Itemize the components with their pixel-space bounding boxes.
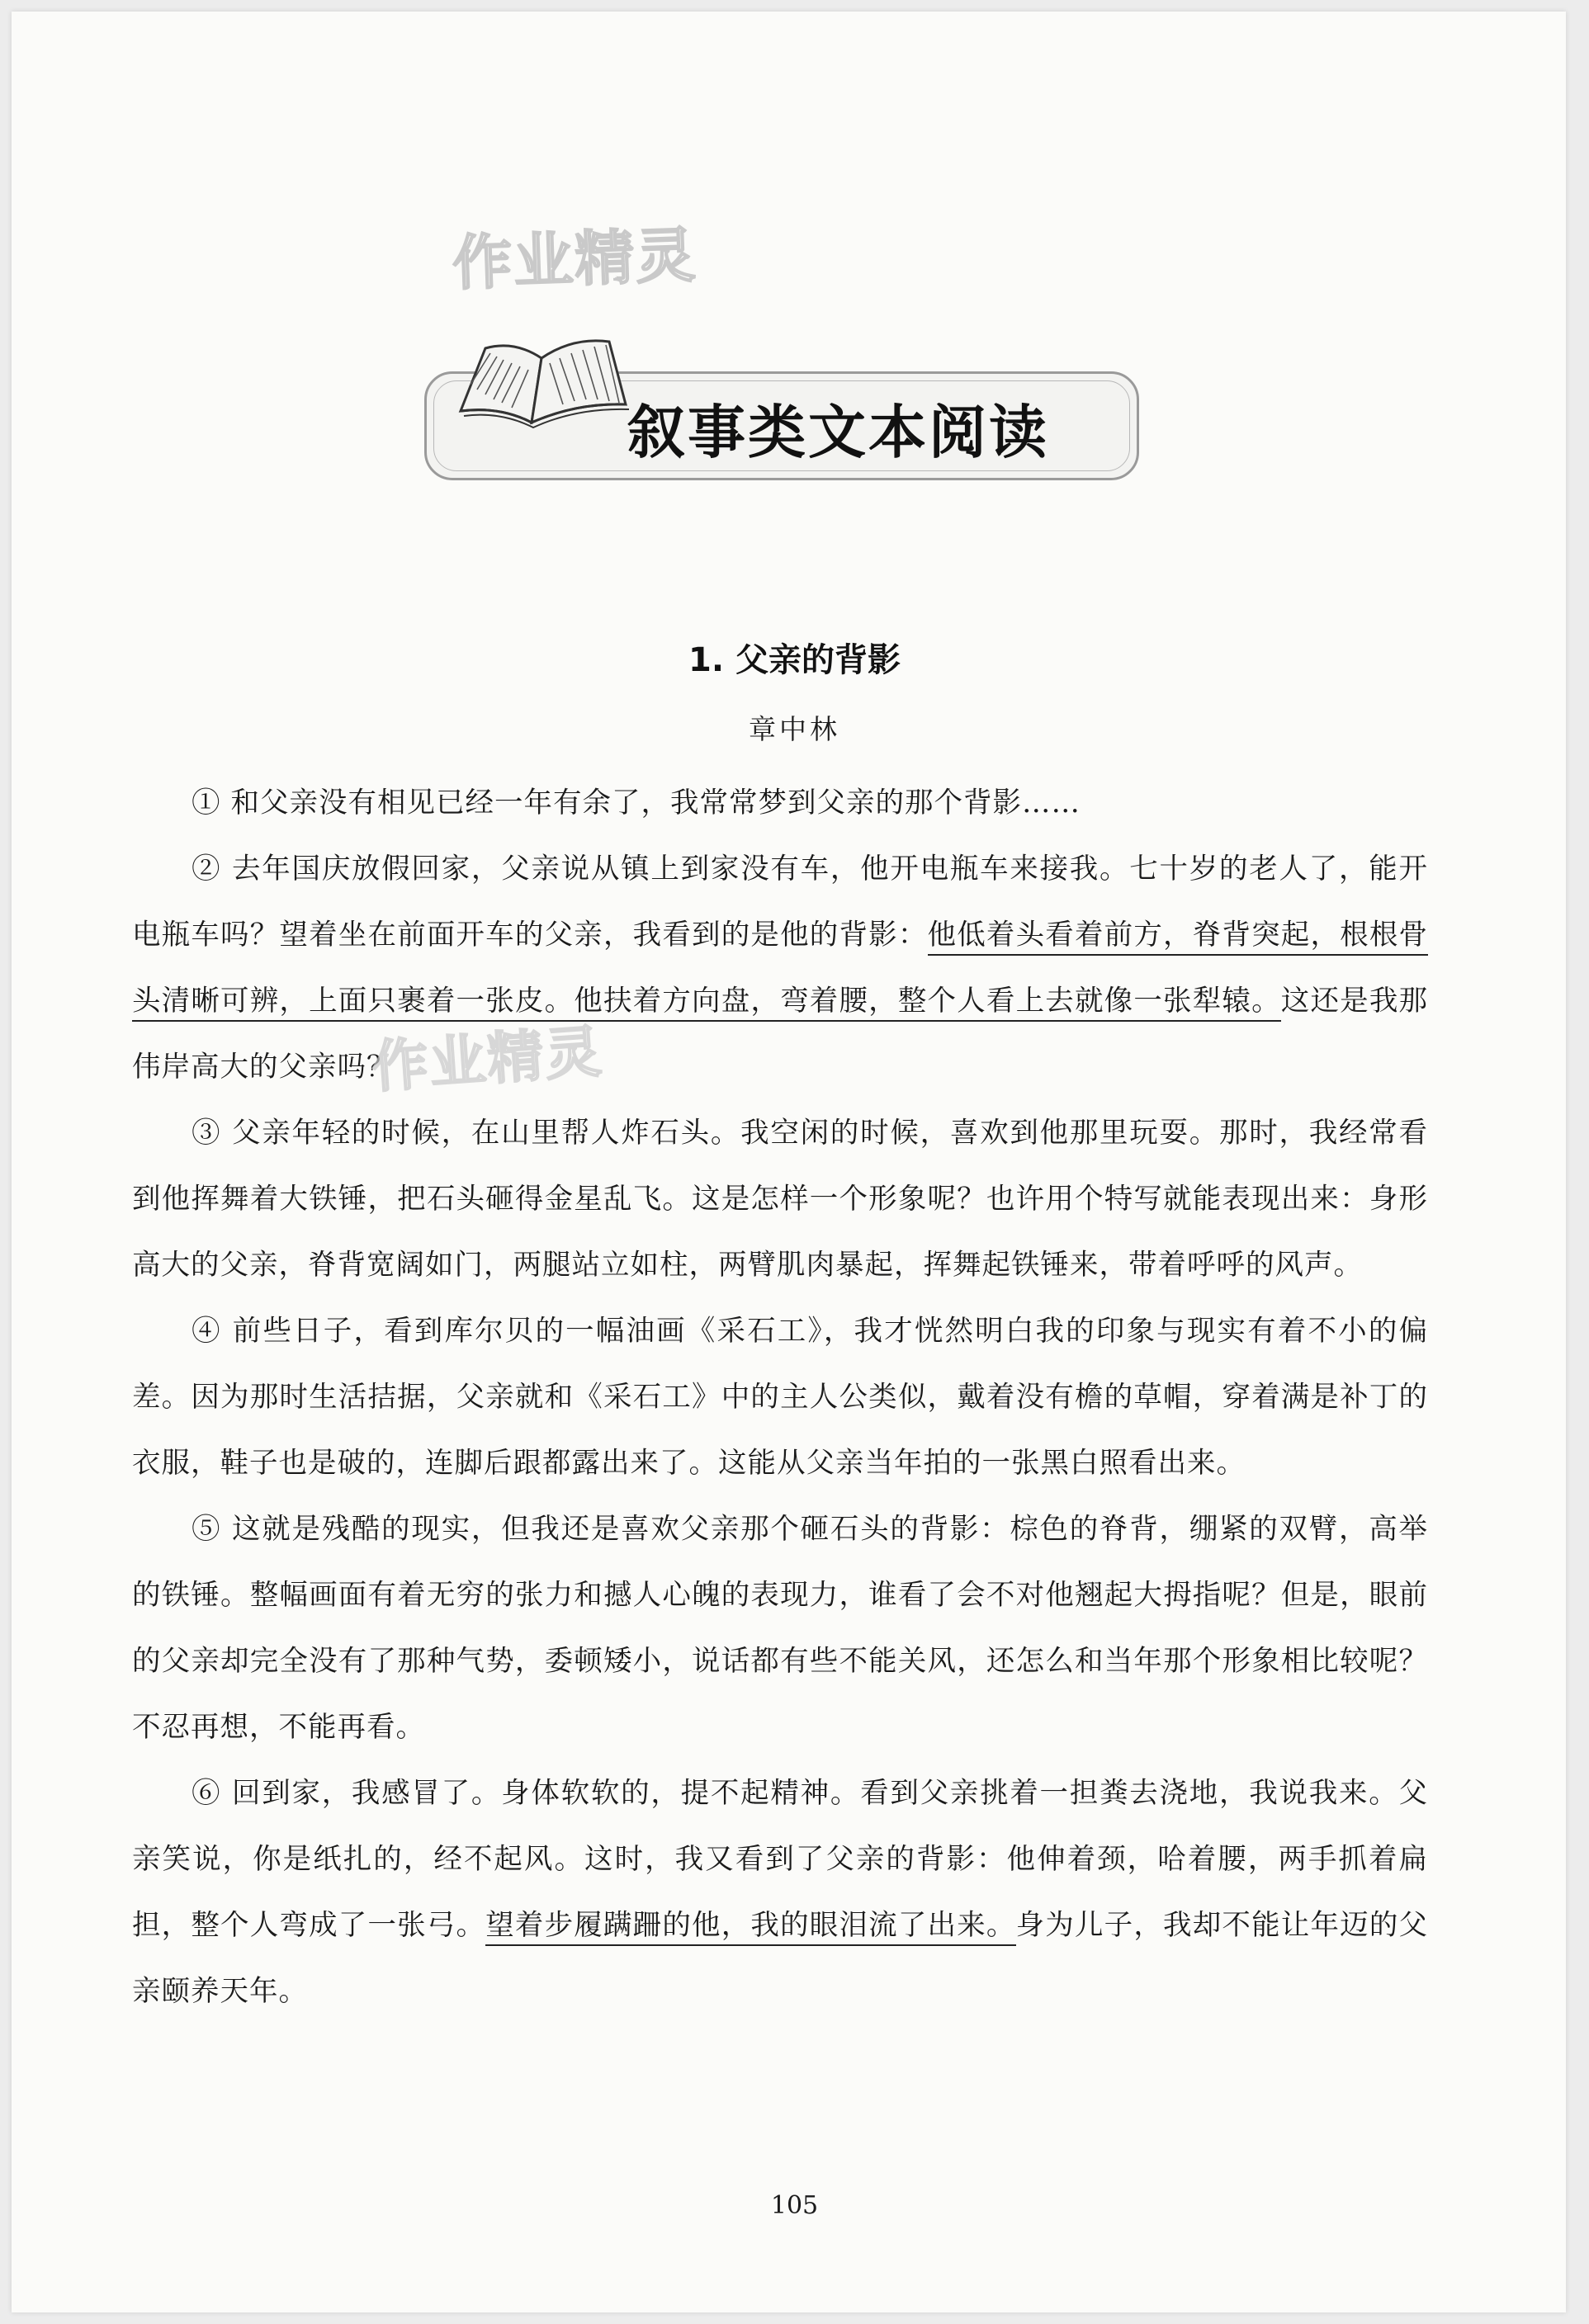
paragraph-2-text-before: ② 去年国庆放假回家，父亲说从镇上到家没有车，他开电瓶车来接我。七十岁的老人了，能开电瓶车吗？望着坐在前面开车的父亲，我看到的是他的背影： — [132, 853, 1428, 952]
paragraph-3: ③ 父亲年轻的时候，在山里帮人炸石头。我空闲的时候，喜欢到他那里玩耍。那时，我经常看到他挥舞着大铁锤，把石头砸得金星乱飞。这是怎样一个形象呢？也许用个特写就能表现出来：身形高大的父亲，脊背宽阔如门，两腿站立如柱，两臂肌肉暴起，挥舞起铁锤来，带着呼呼的风声。 — [132, 1117, 1428, 1282]
paragraph-2-text-after: 这还是我那伟岸高大的父亲吗？ — [132, 985, 1429, 1084]
paragraph-6-underlined-sentence: 望着步履蹒跚的他，我的眼泪流了出来。 — [485, 1909, 1015, 1946]
paragraph-6-text-before: ⑥ 回到家，我感冒了。身体软软的，提不起精神。看到父亲挑着一担粪去浇地，我说我来。父亲笑说，你是纸扎的，经不起风。这时，我又看到了父亲的背影：他伸着颈，哈着腰，两手抓着扁担，整个人弯成了一张弓。 — [132, 1777, 1428, 1942]
open-book-icon — [452, 330, 636, 429]
paragraph-5: ⑤ 这就是残酷的现实，但我还是喜欢父亲那个砸石头的背影：棕色的脊背，绷紧的双臂，高举的铁锤。整幅画面有着无穷的张力和撼人心魄的表现力，谁看了会不对他翘起大拇指呢？但是，眼前的父亲却完全没有了那种气势，委顿矮小，说话都有些不能关风，还怎么和当年那个形象相比较呢？不忍再想，不能再看。 — [132, 1513, 1428, 1744]
article-author: 章中林 — [749, 713, 840, 745]
section-title: 叙事类文本阅读 — [627, 399, 1049, 466]
paragraph-2 — [132, 836, 1428, 1100]
article-title: 1. 父亲的背影 — [688, 641, 901, 679]
paragraph-6 — [132, 1760, 1428, 2024]
watermark-mid: 作业精灵 — [370, 1019, 605, 1101]
article-body — [132, 770, 1428, 2024]
watermark-top: 作业精灵 — [451, 220, 698, 299]
paragraph-6-text-after: 身为儿子，我却不能让年迈的父亲颐养天年。 — [132, 1909, 1429, 2008]
page-number: 105 — [770, 2191, 819, 2220]
paragraph-1: ① 和父亲没有相见已经一年有余了，我常常梦到父亲的那个背影…… — [192, 786, 1081, 820]
paragraph-2-underlined-sentence: 他低着头看着前方，脊背突起，根根骨头清晰可辨，上面只裹着一张皮。他扶着方向盘，弯着腰，整个人看上去就像一张犁辕。 — [132, 919, 1428, 1022]
paragraph-4: ④ 前些日子，看到库尔贝的一幅油画《采石工》，我才恍然明白我的印象与现实有着不小的偏差。因为那时生活拮据，父亲就和《采石工》中的主人公类似，戴着没有檐的草帽，穿着满是补丁的衣服，鞋子也是破的，连脚后跟都露出来了。这能从父亲当年拍的一张黑白照看出来。 — [132, 1315, 1428, 1480]
